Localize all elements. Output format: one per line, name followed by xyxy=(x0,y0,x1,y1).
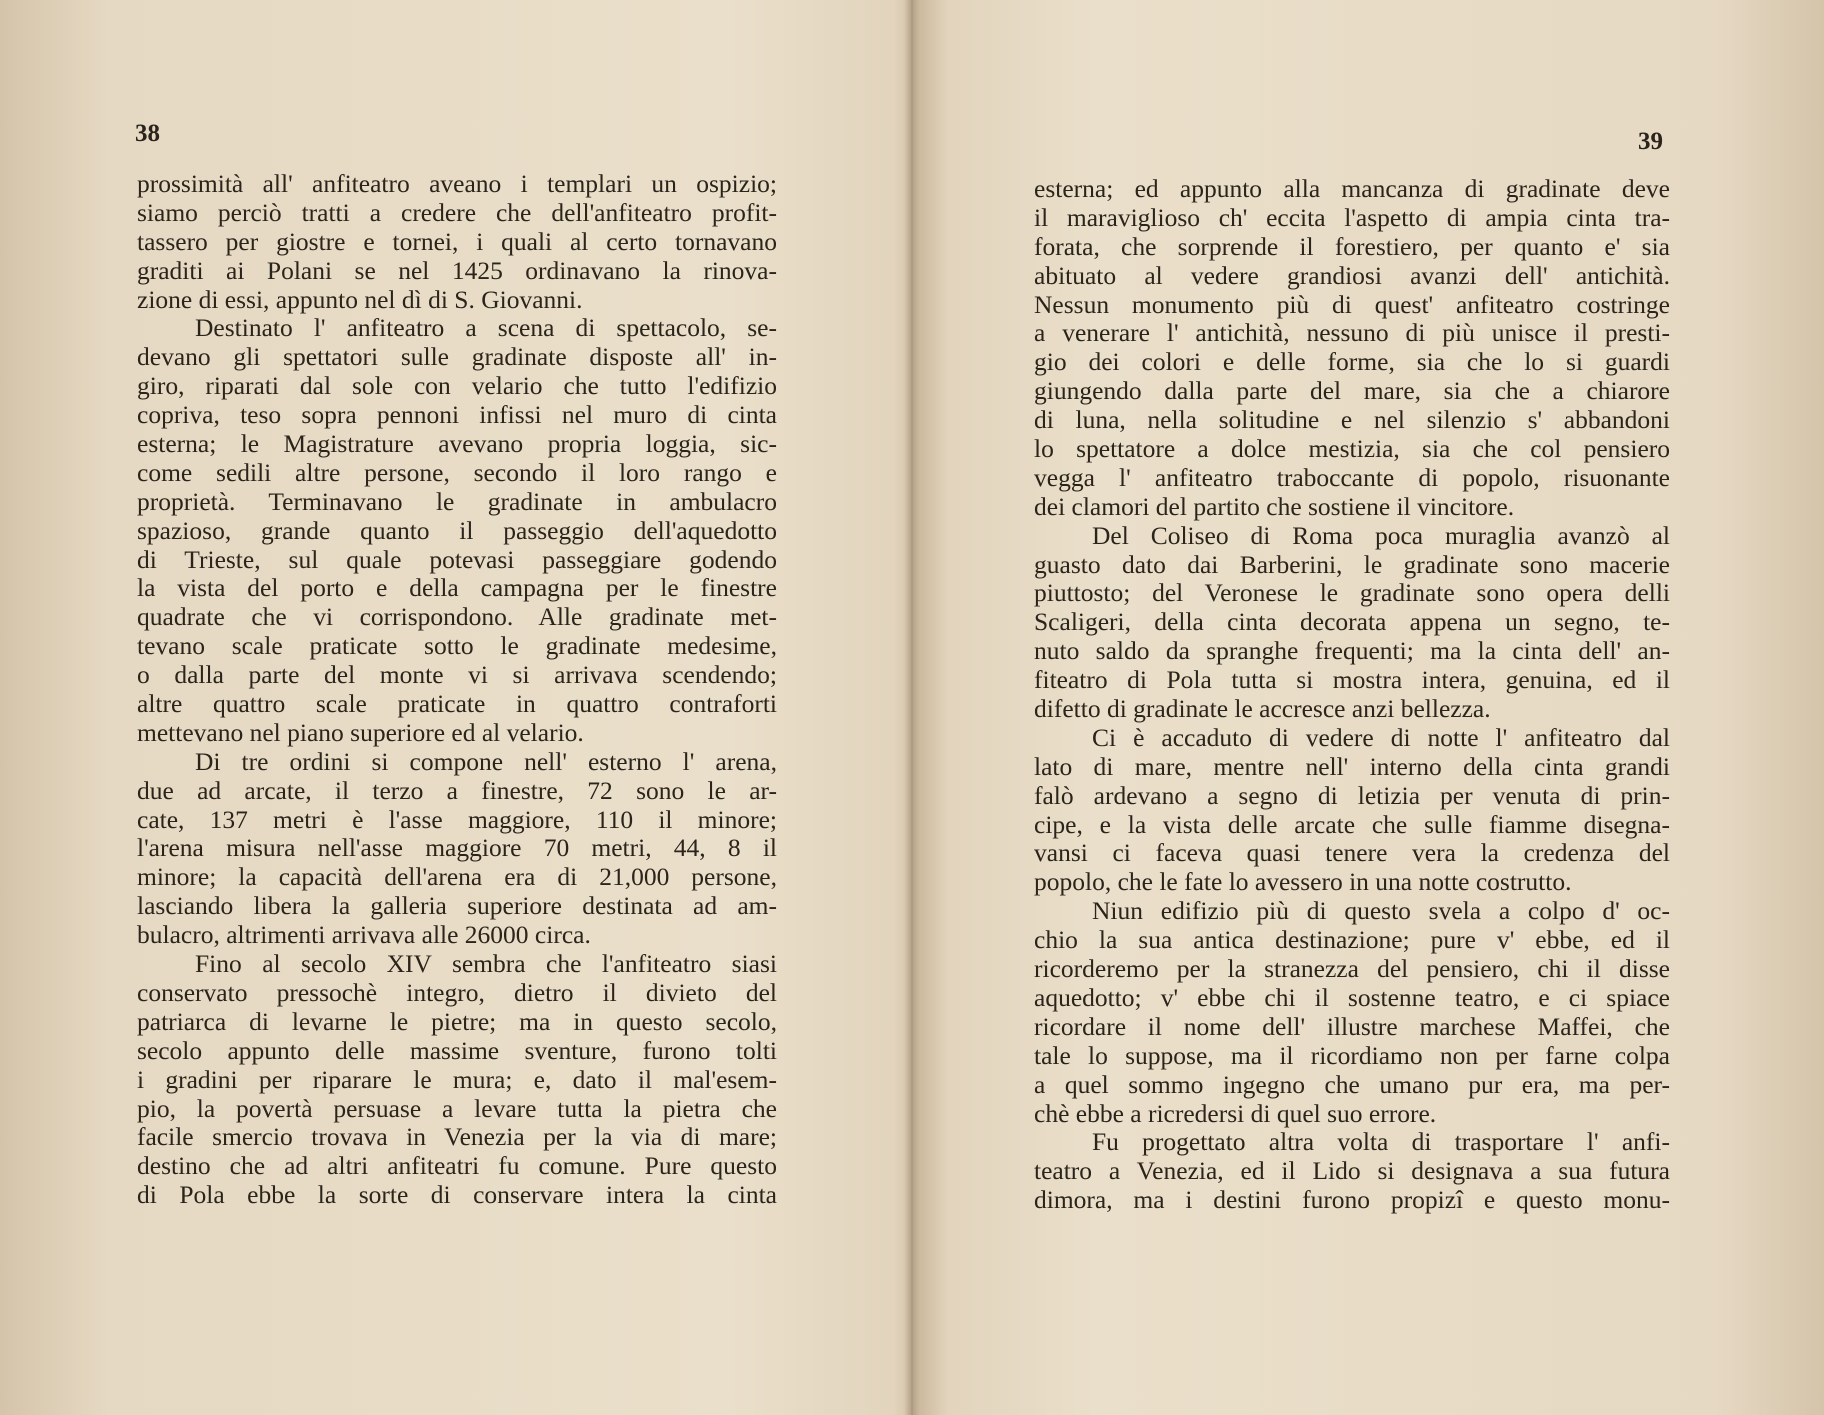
text-line: i gradini per riparare le mura; e, dato il mal'esem- xyxy=(137,1064,777,1094)
text-line: a venerare l' antichità, nessuno di più unisce il presti- xyxy=(1034,318,1670,348)
text-line: Scaligeri, della cinta decorata appena un segno, te- xyxy=(1034,607,1670,637)
text-line: Niun edifizio più di questo svela a colpo d' oc- xyxy=(1092,896,1670,926)
text-line: devano gli spettatori sulle gradinate disposte all' in- xyxy=(137,342,777,372)
text-line: secolo appunto delle massime sventure, furono tolti xyxy=(137,1035,777,1065)
text-line: mettevano nel piano superiore ed al velario. xyxy=(137,717,584,747)
text-line: zione di essi, appunto nel dì di S. Giovanni. xyxy=(137,284,583,314)
text-line: popolo, che le fate lo avessero in una notte costrutto. xyxy=(1034,867,1572,897)
text-line: cipe, e la vista delle arcate che sulle fiamme disegna- xyxy=(1034,809,1670,839)
text-line: tassero per giostre e tornei, i quali al certo tornavano xyxy=(137,226,777,256)
text-line: aquedotto; v' ebbe chi il sostenne teatro, e ci spiace xyxy=(1034,982,1670,1012)
text-line: pio, la povertà persuase a levare tutta la pietra che xyxy=(137,1093,777,1123)
text-line: bulacro, altrimenti arrivava alle 26000 circa. xyxy=(137,920,591,950)
text-line: altre quattro scale praticate in quattro contraforti xyxy=(137,689,777,719)
text-line: il maraviglioso ch' eccita l'aspetto di ampia cinta tra- xyxy=(1034,202,1670,232)
text-line: Fino al secolo XIV sembra che l'anfiteatro siasi xyxy=(195,949,777,979)
text-line: forata, che sorprende il forestiero, per quanto e' sia xyxy=(1034,231,1670,261)
text-line: conservato pressochè integro, dietro il divieto del xyxy=(137,977,777,1007)
text-line: dei clamori del partito che sostiene il vincitore. xyxy=(1034,491,1515,521)
text-line: teatro a Venezia, ed il Lido si designava a sua futura xyxy=(1034,1156,1670,1186)
text-line: guasto dato dai Barberini, le gradinate sono macerie xyxy=(1034,549,1670,579)
text-line: quadrate che vi corrispondono. Alle gradinate met- xyxy=(137,602,777,632)
text-line: nuto saldo da spranghe frequenti; ma la cinta dell' an- xyxy=(1034,636,1670,666)
text-line: esterna; le Magistrature avevano propria loggia, sic- xyxy=(137,429,777,459)
text-line: tale lo suppose, ma il ricordiamo non per farne colpa xyxy=(1034,1040,1670,1070)
text-line: facile smercio trovava in Venezia per la via di mare; xyxy=(137,1122,777,1152)
text-line: l'arena misura nell'asse maggiore 70 metri, 44, 8 il xyxy=(137,833,777,863)
text-line: chè ebbe a ricredersi di quel suo errore. xyxy=(1034,1098,1437,1128)
text-line: esterna; ed appunto alla mancanza di gradinate deve xyxy=(1034,174,1670,203)
text-line: proprietà. Terminavano le gradinate in ambulacro xyxy=(137,486,777,516)
page-text xyxy=(137,170,777,1210)
page-number: 38 xyxy=(135,120,160,147)
text-line: di Pola ebbe la sorte di conservare intera la cinta xyxy=(137,1180,777,1210)
text-line: vansi ci faceva quasi tenere vera la credenza del xyxy=(1034,838,1670,868)
text-line: falò ardevano a segno di letizia per venuta di prin- xyxy=(1034,780,1670,810)
text-line: destino che ad altri anfiteatri fu comune. Pure questo xyxy=(137,1151,777,1181)
text-line: ricorderemo per la stranezza del pensiero, chi il disse xyxy=(1034,954,1670,984)
text-line: difetto di gradinate le accresce anzi bellezza. xyxy=(1034,694,1491,724)
text-line: lasciando libera la galleria superiore destinata ad am- xyxy=(137,891,777,921)
text-line: Di tre ordini si compone nell' esterno l' arena, xyxy=(195,746,777,776)
text-line: giro, riparati dal sole con velario che tutto l'edifizio xyxy=(137,371,777,401)
text-line: a quel sommo ingegno che umano pur era, ma per- xyxy=(1034,1069,1670,1099)
text-line: Destinato l' anfiteatro a scena di spettacolo, se- xyxy=(195,313,777,343)
text-line: gio dei colori e delle forme, sia che lo si guardi xyxy=(1034,347,1670,377)
text-line: patriarca di levarne le pietre; ma in questo secolo, xyxy=(137,1006,777,1036)
text-line: di luna, nella solitudine e nel silenzio s' abbandoni xyxy=(1034,405,1670,435)
text-line: vegga l' anfiteatro traboccante di popolo, risuonante xyxy=(1034,462,1670,492)
right-page xyxy=(912,0,1824,1415)
text-line: prossimità all' anfiteatro aveano i templari un ospizio; xyxy=(137,169,777,198)
text-line: tevano scale praticate sotto le gradinate medesime, xyxy=(137,631,777,661)
text-line: Ci è accaduto di vedere di notte l' anfiteatro dal xyxy=(1092,722,1670,752)
text-line: dimora, ma i destini furono propizî e questo monu- xyxy=(1034,1185,1670,1215)
text-line: graditi ai Polani se nel 1425 ordinavano la rinova- xyxy=(137,255,777,285)
text-line: piuttosto; del Veronese le gradinate sono opera delli xyxy=(1034,578,1670,608)
text-line: Nessun monumento più di quest' anfiteatro costringe xyxy=(1034,289,1670,319)
text-line: abituato al vedere grandiosi avanzi dell' antichità. xyxy=(1034,260,1670,290)
text-line: Del Coliseo di Roma poca muraglia avanzò al xyxy=(1092,520,1670,550)
text-line: cate, 137 metri è l'asse maggiore, 110 il minore; xyxy=(137,804,777,834)
text-line: o dalla parte del monte vi si arrivava scendendo; xyxy=(137,660,777,690)
page-number: 39 xyxy=(1638,128,1663,155)
text-line: giungendo dalla parte del mare, sia che a chiarore xyxy=(1034,376,1670,406)
text-line: lato di mare, mentre nell' interno della cinta grandi xyxy=(1034,751,1670,781)
page-text xyxy=(1034,175,1670,1215)
text-line: fiteatro di Pola tutta si mostra intera, genuina, ed il xyxy=(1034,665,1670,695)
text-line: siamo perciò tratti a credere che dell'anfiteatro profit- xyxy=(137,197,777,227)
text-line: due ad arcate, il terzo a finestre, 72 sono le ar- xyxy=(137,775,777,805)
text-line: di Trieste, sul quale potevasi passeggiare godendo xyxy=(137,544,777,574)
text-line: copriva, teso sopra pennoni infissi nel muro di cinta xyxy=(137,400,777,430)
text-line: lo spettatore a dolce mestizia, sia che col pensiero xyxy=(1034,434,1670,464)
text-line: ricordare il nome dell' illustre marchese Maffei, che xyxy=(1034,1011,1670,1041)
text-line: Fu progettato altra volta di trasportare l' anfi- xyxy=(1092,1127,1670,1157)
text-line: spazioso, grande quanto il passeggio dell'aquedotto xyxy=(137,515,777,545)
text-line: come sedili altre persone, secondo il loro rango e xyxy=(137,457,777,487)
text-line: minore; la capacità dell'arena era di 21,000 persone, xyxy=(137,862,777,892)
text-line: chio la sua antica destinazione; pure v' ebbe, ed il xyxy=(1034,925,1670,955)
text-line: la vista del porto e della campagna per le finestre xyxy=(137,573,777,603)
